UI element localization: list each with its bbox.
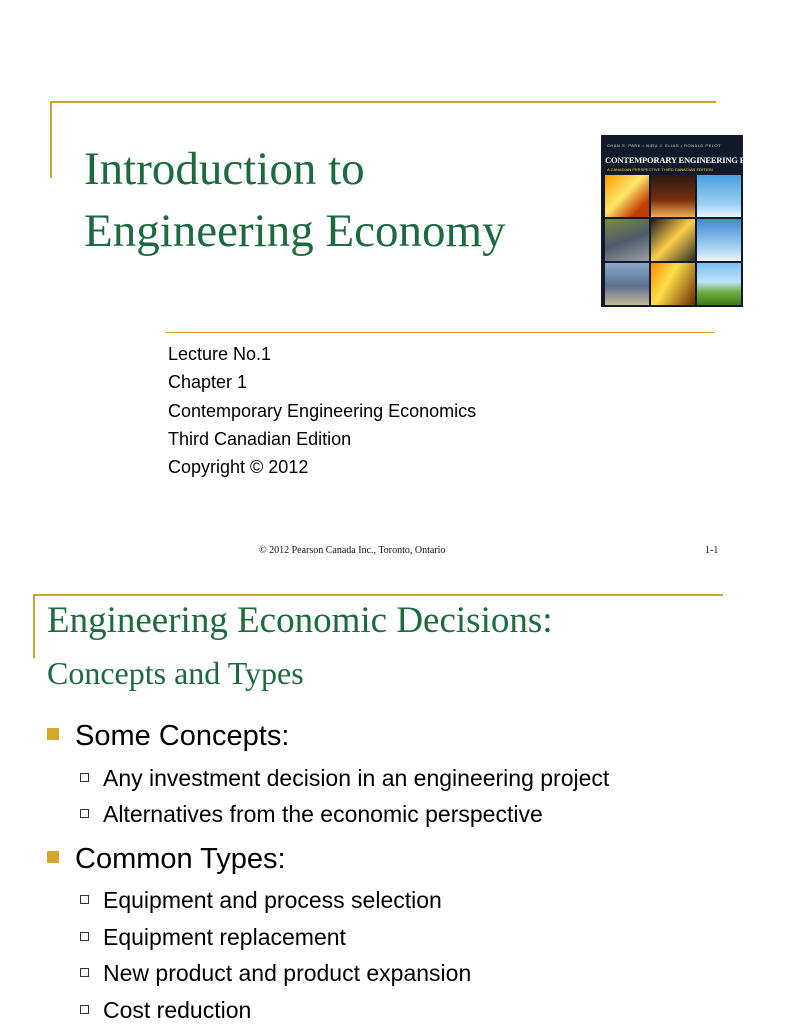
bullet-heading — [47, 842, 286, 876]
sub-bullet-text: Equipment and process selection — [103, 887, 442, 913]
info-line: Third Canadian Edition — [168, 428, 352, 449]
top-rule — [50, 101, 716, 103]
book-authors: CHAN S. PARK • NIRU J. ELIAS • RONALD PELOT — [607, 143, 722, 148]
book-title: CONTEMPORARY ENGINEERING ECONOMICS — [605, 155, 791, 165]
book-tile — [697, 175, 741, 217]
sub-bullet — [80, 996, 251, 1024]
sub-bullet-text: Equipment replacement — [103, 924, 346, 950]
left-rule — [33, 594, 35, 658]
hollow-square-bullet-icon — [80, 895, 89, 904]
hollow-square-bullet-icon — [80, 968, 89, 977]
top-rule — [33, 594, 723, 596]
book-tile — [605, 219, 649, 261]
book-tile — [651, 263, 695, 305]
bullet-heading — [47, 719, 289, 753]
sub-bullet-text: Any investment decision in an engineering project — [103, 765, 610, 791]
info-line: Chapter 1 — [168, 372, 248, 393]
book-tile — [605, 263, 649, 305]
lecture-info — [168, 340, 476, 481]
sub-bullet-text: Alternatives from the economic perspective — [103, 801, 543, 827]
sub-bullet — [80, 764, 609, 792]
hollow-square-bullet-icon — [80, 773, 89, 782]
slide-2 — [0, 580, 768, 1024]
title-line-1: Introduction to — [84, 143, 365, 195]
info-rule — [166, 332, 714, 333]
sub-bullet — [80, 800, 543, 828]
bullet-heading-text: Common Types: — [75, 843, 286, 875]
info-line: Lecture No.1 — [168, 344, 272, 364]
info-line: Copyright © 2012 — [168, 457, 309, 478]
book-tile — [697, 263, 741, 305]
slide-title — [84, 138, 506, 262]
book-tile — [697, 219, 741, 261]
sub-bullet — [80, 886, 442, 914]
slide-title: Engineering Economic Decisions: — [47, 600, 553, 641]
sub-bullet-text: New product and product expansion — [103, 960, 472, 986]
left-rule — [50, 101, 52, 178]
book-tile — [605, 175, 649, 217]
square-bullet-icon — [47, 728, 59, 740]
info-line: Contemporary Engineering Economics — [168, 400, 477, 421]
book-subtitle: A CANADIAN PERSPECTIVE THIRD CANADIAN EDITION — [607, 167, 713, 172]
title-line-2: Engineering Economy — [84, 205, 506, 257]
sub-bullet — [80, 923, 346, 951]
hollow-square-bullet-icon — [80, 809, 89, 818]
book-cover-image — [601, 135, 791, 307]
bullet-heading-text: Some Concepts: — [75, 720, 290, 752]
hollow-square-bullet-icon — [80, 932, 89, 941]
slide-subtitle: Concepts and Types — [47, 655, 304, 691]
copyright-footer: © 2012 Pearson Canada Inc., Toronto, Ontario — [259, 545, 446, 556]
page-number: 1-1 — [705, 545, 719, 556]
hollow-square-bullet-icon — [80, 1005, 89, 1014]
sub-bullet — [80, 959, 471, 987]
book-tile — [651, 175, 695, 217]
sub-bullet-text: Cost reduction — [103, 997, 252, 1023]
square-bullet-icon — [47, 851, 59, 863]
book-tile — [651, 219, 695, 261]
